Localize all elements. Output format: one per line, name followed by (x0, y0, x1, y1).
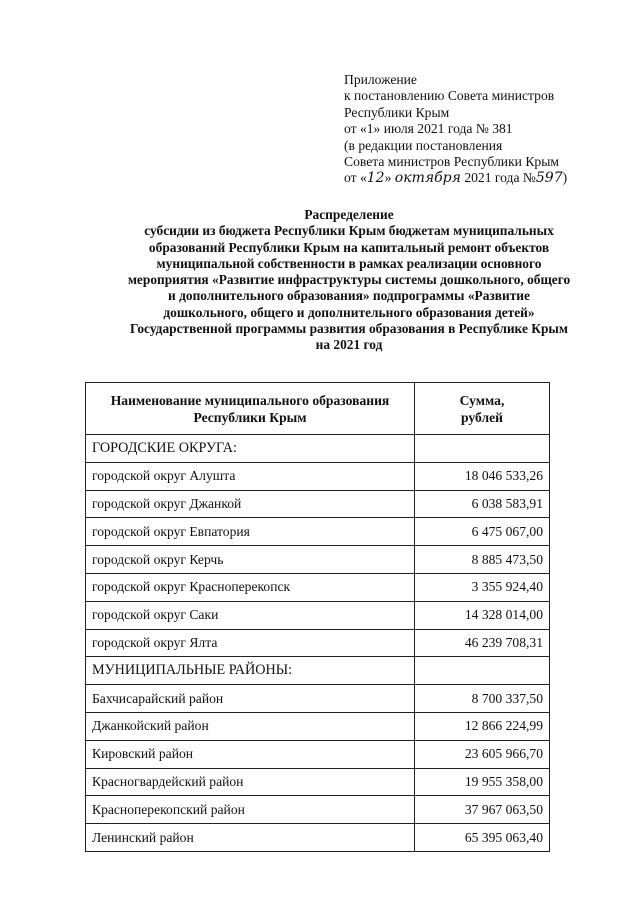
distribution-table (85, 382, 550, 852)
edition-suffix: ) (562, 170, 568, 186)
amount-cell (415, 657, 550, 685)
table-row (86, 740, 550, 768)
amount-cell: 23 605 966,70 (415, 740, 550, 768)
heading-line: мероприятия «Развитие инфраструктуры системы дошкольного, общего (127, 272, 571, 288)
amount-cell (415, 435, 550, 463)
heading-line: дошкольного, общего и дополнительного образования детей» (163, 304, 535, 320)
edition-sep: » (384, 170, 395, 186)
heading-line: муниципальной собственности в рамках реализации основного (156, 255, 542, 271)
amount-cell: 8 885 473,50 (415, 546, 550, 574)
amount-cell: 8 700 337,50 (415, 685, 550, 713)
table-row (86, 824, 550, 852)
municipality-name: Красноперекопский район (86, 796, 415, 824)
amount-cell: 37 967 063,50 (415, 796, 550, 824)
table-row (86, 768, 550, 796)
heading-line: и дополнительного образования» подпрограммы «Развитие (168, 288, 530, 304)
table-row (86, 657, 550, 685)
amount-cell: 6 475 067,00 (415, 518, 550, 546)
municipality-name: городской округ Евпатория (86, 518, 415, 546)
column-header-name (86, 383, 415, 435)
edition-number: 597 (535, 170, 563, 187)
section-label: МУНИЦИПАЛЬНЫЕ РАЙОНЫ: (86, 657, 415, 685)
municipality-name: городской округ Саки (86, 601, 415, 629)
table-row (86, 712, 550, 740)
column-header-amount-line1: Сумма, (459, 392, 505, 408)
amount-cell: 46 239 708,31 (415, 629, 550, 657)
table-row (86, 601, 550, 629)
edition-month: октября (394, 170, 461, 187)
amount-cell: 14 328 014,00 (415, 601, 550, 629)
table-body (86, 435, 550, 852)
municipality-name: Ленинский район (86, 824, 415, 852)
municipality-name: городской округ Джанкой (86, 490, 415, 518)
heading-line: образований Республики Крым на капитальный ремонт объектов (148, 239, 550, 255)
table-header-row (86, 383, 550, 435)
annex-line: к постановлению Совета министров (344, 88, 555, 104)
table-row (86, 685, 550, 713)
annex-edition-line (344, 170, 634, 186)
heading-line: субсидии из бюджета Республики Крым бюджетам муниципальных (144, 223, 554, 239)
amount-cell: 12 866 224,99 (415, 712, 550, 740)
amount-cell: 19 955 358,00 (415, 768, 550, 796)
heading-line: Государственной программы развития образования в Республике Крым (130, 321, 568, 337)
heading-line: на 2021 год (315, 337, 383, 353)
heading-line: Распределение (304, 207, 394, 222)
table-row (86, 546, 550, 574)
edition-day: 12 (366, 170, 385, 187)
amount-cell: 3 355 924,40 (415, 573, 550, 601)
document-heading (60, 207, 638, 354)
municipality-name: Джанкойский район (86, 712, 415, 740)
table-row (86, 490, 550, 518)
annex-line: Совета министров Республики Крым (344, 154, 559, 170)
municipality-name: Бахчисарайский район (86, 685, 415, 713)
annex-line: Приложение (344, 72, 417, 87)
table-row (86, 629, 550, 657)
amount-cell: 18 046 533,26 (415, 462, 550, 490)
annex-line: от «1» июля 2021 года № 381 (344, 121, 513, 137)
annex-line: (в редакции постановления (344, 137, 503, 153)
column-header-name-line1: Наименование муниципального образования (110, 392, 390, 408)
edition-prefix: от « (344, 170, 367, 186)
municipality-name: городской округ Красноперекопск (86, 573, 415, 601)
edition-middle: 2021 года № (460, 170, 536, 186)
table-row (86, 796, 550, 824)
amount-cell: 65 395 063,40 (415, 824, 550, 852)
annex-block (344, 72, 634, 187)
amount-cell: 6 038 583,91 (415, 490, 550, 518)
table-row (86, 573, 550, 601)
table-row (86, 462, 550, 490)
municipality-name: городской округ Ялта (86, 629, 415, 657)
municipality-name: Красногвардейский район (86, 768, 415, 796)
section-label: ГОРОДСКИЕ ОКРУГА: (86, 435, 415, 463)
municipality-name: городской округ Керчь (86, 546, 415, 574)
municipality-name: городской округ Алушта (86, 462, 415, 490)
table-row (86, 518, 550, 546)
table-row (86, 435, 550, 463)
annex-line: Республики Крым (344, 104, 450, 120)
column-header-name-line2: Республики Крым (193, 409, 307, 425)
column-header-amount (415, 383, 550, 435)
municipality-name: Кировский район (86, 740, 415, 768)
column-header-amount-line2: рублей (461, 409, 503, 425)
